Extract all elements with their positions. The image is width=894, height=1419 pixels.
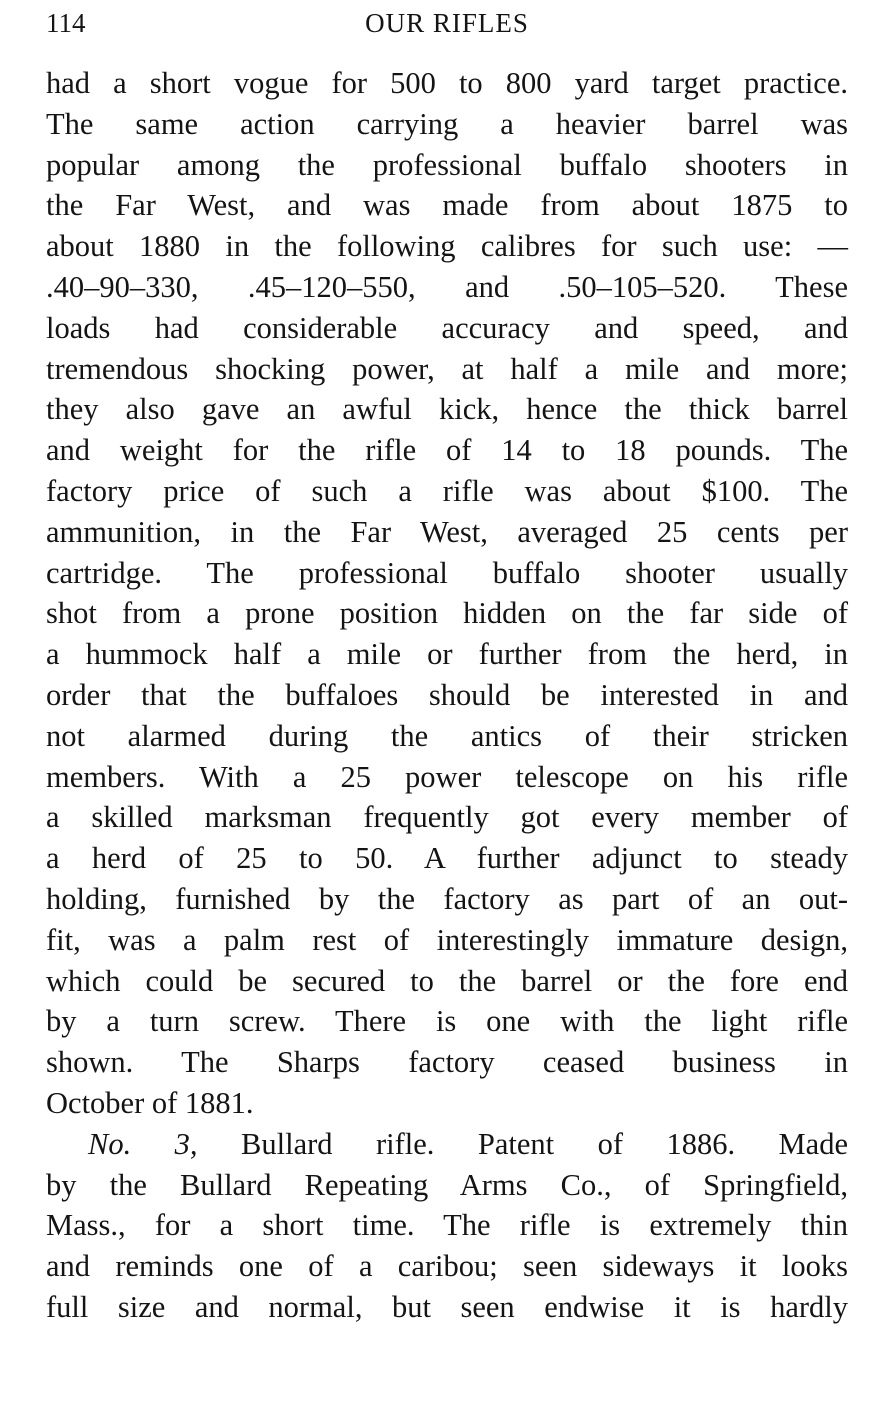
text-line: which could be secured to the barrel or the fore end: [46, 963, 848, 998]
text-line: cartridge. The professional buffalo shooter usually: [46, 555, 848, 590]
text-line: loads had considerable accuracy and speed, and: [46, 310, 848, 345]
text-line: a skilled marksman frequently got every member of: [46, 800, 848, 835]
text-line: [46, 1124, 848, 1165]
running-head: [46, 6, 848, 40]
text-line: shown. The Sharps factory ceased business in: [46, 1045, 848, 1080]
text-line: ammunition, in the Far West, averaged 25 cents per: [46, 514, 848, 549]
text-line: The same action carrying a heavier barrel was: [46, 106, 848, 141]
text-line: the Far West, and was made from about 1875 to: [46, 188, 848, 223]
running-title: OUR RIFLES: [365, 8, 529, 38]
text-line: October of 1881.: [46, 1085, 254, 1120]
text-line: Mass., for a short time. The rifle is extremely thin: [46, 1208, 848, 1243]
text-line: tremendous shocking power, at half a mile and more;: [46, 351, 848, 386]
text-line: by a turn screw. There is one with the light rifle: [46, 1004, 848, 1039]
text-line: by the Bullard Repeating Arms Co., of Springfield,: [46, 1167, 848, 1202]
text-line: popular among the professional buffalo shooters in: [46, 147, 848, 182]
text-line: fit, was a palm rest of interestingly immature design,: [46, 922, 848, 957]
body-text: [46, 63, 848, 1328]
page-number: 114: [46, 8, 86, 38]
text-line: .40–90–330, .45–120–550, and .50–105–520. These: [46, 269, 848, 304]
paragraph-2: [46, 1124, 848, 1328]
item-label: No. 3,: [88, 1126, 198, 1161]
text-line: about 1880 in the following calibres for such use: —: [46, 229, 848, 264]
text-line: and reminds one of a caribou; seen sideways it looks: [46, 1249, 848, 1284]
text-line: order that the buffaloes should be interested in and: [46, 677, 848, 712]
text-line: a hummock half a mile or further from the herd, in: [46, 637, 848, 672]
text-line: and weight for the rifle of 14 to 18 pounds. The: [46, 433, 848, 468]
text-line: members. With a 25 power telescope on his rifle: [46, 759, 848, 794]
text-line: full size and normal, but seen endwise it is hardly: [46, 1289, 848, 1324]
text-line: a herd of 25 to 50. A further adjunct to steady: [46, 841, 848, 876]
text-line: not alarmed during the antics of their stricken: [46, 718, 848, 753]
text-line: had a short vogue for 500 to 800 yard target practice.: [46, 66, 848, 100]
text-line: factory price of such a rifle was about $100. The: [46, 473, 848, 508]
paragraph-1: [46, 63, 848, 1124]
text-line: shot from a prone position hidden on the far side of: [46, 596, 848, 631]
text-line: they also gave an awful kick, hence the thick barrel: [46, 392, 848, 427]
text-line: holding, furnished by the factory as part of an out-: [46, 881, 848, 916]
text-span: Bullard rifle. Patent of 1886. Made: [197, 1126, 848, 1161]
